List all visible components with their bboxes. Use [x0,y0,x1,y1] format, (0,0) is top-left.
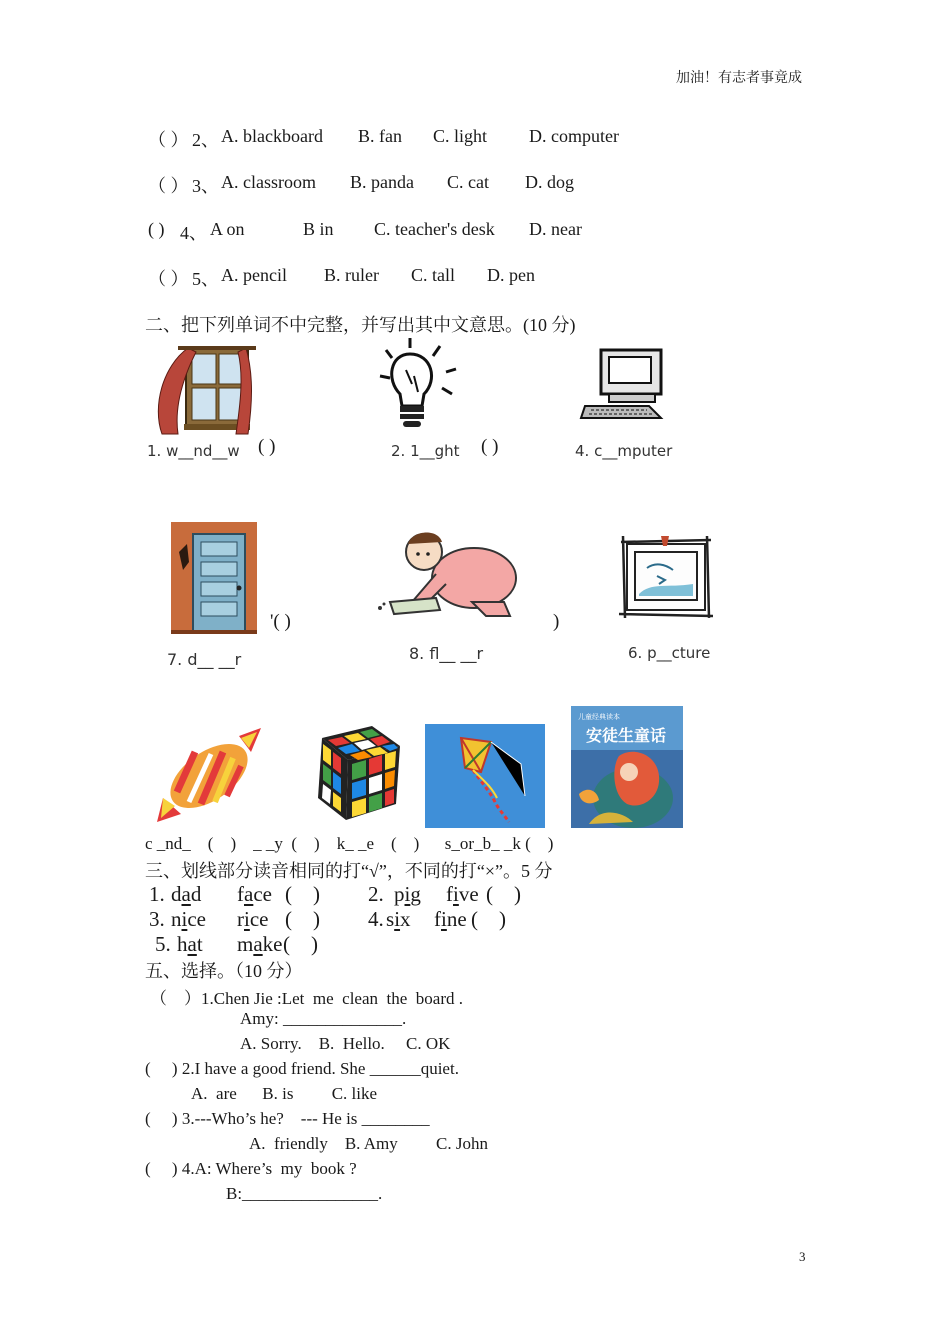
picture-frame-picture [617,534,715,620]
word-1 [171,907,206,932]
option-b: B. panda [350,172,414,192]
meaning-paren-door[interactable]: '( ) [270,611,291,632]
meaning-paren-window[interactable]: ( ) [258,436,276,457]
underlined-letter: a [244,882,254,906]
word-2-suffix: ke [262,932,283,956]
word-2-prefix: f [446,882,453,906]
option-b: B in [303,219,334,239]
word-floor-blank: 8. fl__ __r [409,644,484,663]
answer-paren[interactable]: （ ） [148,269,189,289]
phonics-item-4 [368,907,568,933]
choice-1-options: A. Sorry. B. Hello. C. OK [240,1034,451,1053]
book-cover-series: 儿童经典读本 [578,713,620,721]
choice-2-options: A. are B. is C. like [191,1084,378,1103]
word-1 [386,907,411,932]
choice-question-4: ( ) 4.A: Where’s my book ? [145,1159,357,1178]
word-light-blank: 2. 1__ght [391,442,460,460]
window-picture [148,346,256,438]
door-picture [171,522,257,634]
choice-question-1: （ ）1.Chen Jie :Let me clean the board . [150,989,463,1008]
question-5 [148,265,748,289]
word-1-suffix: ce [187,907,206,931]
answer-paren[interactable]: ( ) [148,219,165,239]
underlined-letter: i [453,882,459,906]
word-1-prefix: h [177,932,188,956]
book-cover-title: 安徒生童话 [586,726,667,745]
word-computer-blank: 4. c__mputer [575,442,673,460]
word-2 [446,882,479,907]
light-bulb-picture [378,336,460,432]
computer-picture [579,348,669,422]
answer-paren[interactable]: ( ) [285,882,320,906]
underlined-letter: i [181,907,188,931]
meaning-paren-light[interactable]: ( ) [481,436,499,457]
answer-paren[interactable]: ( ) [285,907,320,931]
answer-paren[interactable]: ( ) [486,882,521,906]
question-number: 2、 [192,130,219,150]
word-1 [171,882,201,907]
word-2 [237,882,272,907]
word-2-suffix: ce [253,882,272,906]
word-2-prefix: f [237,882,244,906]
word-1-prefix: s [386,907,395,931]
word-door-blank: 7. d__ __r [167,650,242,669]
kite-picture [425,724,545,828]
section-3-title: 三、划线部分读音相同的打“√”，不同的打“×”。5 分 [145,861,553,881]
word-2 [434,907,467,932]
word-2 [237,932,283,957]
answer-paren[interactable]: （ ） [148,130,189,150]
word-1-prefix: d [171,882,182,906]
word-1-prefix: p [394,882,405,906]
section-5-title: 五、选择。（10 分） [145,961,303,981]
word-1-suffix: d [190,882,202,906]
question-4 [148,219,748,243]
option-c: C. tall [411,265,455,285]
word-1-prefix: n [171,907,182,931]
page-number: 3 [799,1249,806,1264]
option-a: A. pencil [221,265,287,285]
answer-paren[interactable]: ( ) [283,932,318,956]
question-number: 3、 [192,176,219,196]
question-3 [148,172,748,196]
word-2-suffix: ve [458,882,479,906]
phonics-item-5 [155,932,355,958]
choice-3-options: A. friendly B. Amy C. John [249,1134,488,1153]
option-c: C. teacher's desk [374,219,495,239]
phonics-item-1 [149,882,349,908]
phonics-item-3 [149,907,349,933]
question-number: 4、 [180,223,207,243]
item-number: 4. [368,907,384,931]
choice-1-answer-line[interactable]: Amy: ______________. [240,1009,407,1028]
option-d: D. computer [529,126,619,146]
answer-paren[interactable]: （ ） [148,176,189,196]
underlined-letter: i [394,907,401,931]
option-c: C. cat [447,172,489,192]
answer-paren[interactable]: ( ) [471,907,506,931]
question-number: 5、 [192,269,219,289]
rubiks-cube-picture [302,724,406,824]
word-window-blank: 1. w__nd__w [147,442,240,460]
word-2-prefix: f [434,907,441,931]
word-2-prefix: r [237,907,244,931]
candy-picture [155,722,265,828]
header-motto: 加油！有志者事竟成 [676,71,802,86]
underlined-letter: i [441,907,447,931]
word-2-prefix: m [237,932,254,956]
option-d: D. near [529,219,582,239]
word-2-suffix: ce [249,907,269,931]
underlined-letter: i [244,907,250,931]
item-number: 1. [149,882,165,906]
choice-4-answer-line[interactable]: B:________________. [226,1184,383,1203]
underlined-letter: a [181,882,191,906]
option-b: B. ruler [324,265,379,285]
word-1-suffix: x [400,907,411,931]
word-1 [177,932,203,957]
word-picture-blank: 6. p__cture [628,644,711,662]
option-a: A. classroom [221,172,316,192]
word-1-suffix: t [196,932,203,956]
word-1 [394,882,421,907]
underlined-letter: a [187,932,197,956]
phonics-item-2 [368,882,568,908]
choice-question-3: ( ) 3.---Who’s he? --- He is ________ [145,1109,430,1128]
word-2 [237,907,269,932]
option-a: A. blackboard [221,126,323,146]
item-number: 5. [155,932,171,956]
meaning-paren-floor[interactable]: ) [553,611,560,632]
item-number: 2. [368,882,395,906]
option-c: C. light [433,126,488,146]
underlined-letter: a [253,932,263,956]
choice-question-2: ( ) 2.I have a good friend. She ______quiet. [145,1059,459,1078]
row3-word-blanks: c _nd_ ( ) _ _y ( ) k_ _e ( ) s_or_b_ _k ( ) [145,834,554,853]
word-1-suffix: g [410,882,421,906]
option-a: A on [210,219,245,239]
question-2 [148,126,748,150]
cleaning-floor-picture [376,522,520,618]
section-2-title: 二、把下列单词不中完整，并写出其中文意思。(10 分) [145,315,576,335]
option-b: B. fan [358,126,402,146]
word-2-suffix: ne [446,907,467,931]
option-d: D. dog [525,172,574,192]
item-number: 3. [149,907,165,931]
underlined-letter: i [404,882,411,906]
option-d: D. pen [487,265,535,285]
